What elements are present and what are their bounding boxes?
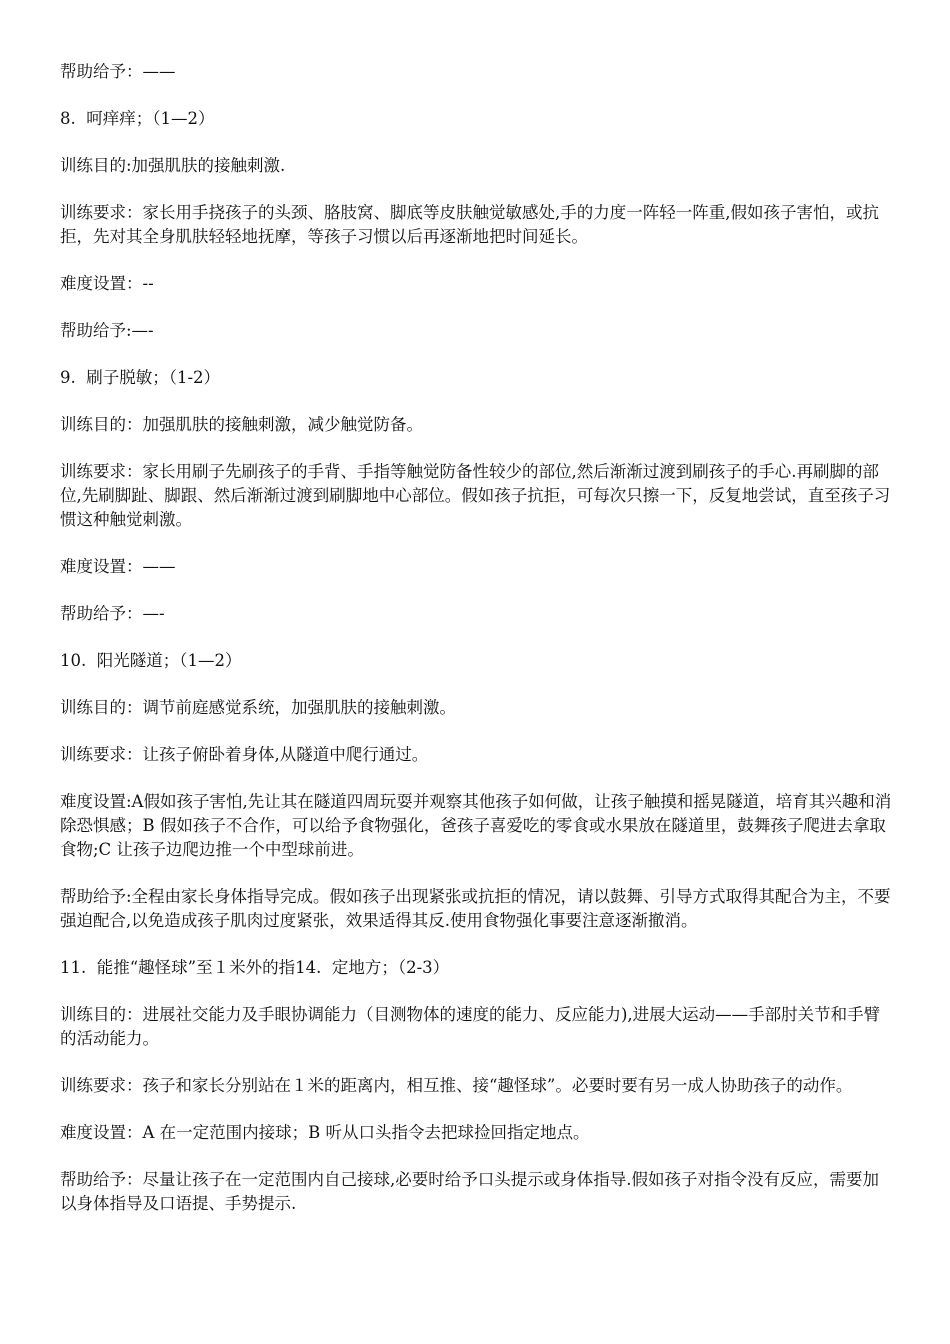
paragraph: 训练要求：让孩子俯卧着身体,从隧道中爬行通过。 (60, 745, 429, 764)
section-heading: 9. 刷子脱敏；（1-2） (60, 368, 221, 387)
section-heading: 11. 能推“趣怪球”至１米外的指14. 定地方；（2-3） (60, 958, 450, 977)
paragraph: 训练要求：孩子和家长分别站在１米的距离内，相互推、接“趣怪球”。必要时要有另一成人协助孩子的动作。 (60, 1076, 853, 1095)
paragraph: 帮助给予：—— (60, 62, 176, 81)
paragraph: 难度设置：-- (60, 274, 154, 293)
paragraph: 训练目的：加强肌肤的接触刺激，减少触觉防备。 (60, 415, 423, 434)
paragraph: 难度设置：—— (60, 557, 176, 576)
paragraph: 训练目的：调节前庭感觉系统，加强肌肤的接触刺激。 (60, 698, 456, 717)
paragraph: 训练要求：家长用手挠孩子的头颈、胳肢窝、脚底等皮肤触觉敏感处,手的力度一阵轻一阵重,假如孩子害怕，或抗拒，先对其全身肌肤轻轻地抚摩，等孩子习惯以后再逐渐地把时间延长。 (60, 203, 879, 246)
paragraph: 帮助给予:全程由家长身体指导完成。假如孩子出现紧张或抗拒的情况，请以鼓舞、引导方式取得其配合为主，不要强迫配合,以免造成孩子肌肉过度紧张，效果适得其反.使用食物强化事要注意逐渐撤消。 (60, 887, 891, 930)
section-heading: 8. 呵痒痒；（1—2） (60, 109, 215, 128)
paragraph: 训练目的:加强肌肤的接触刺激. (60, 156, 286, 175)
paragraph: 训练要求：家长用刷子先刷孩子的手背、手指等触觉防备性较少的部位,然后渐渐过渡到刷孩子的手心.再刷脚的部位,先刷脚趾、脚跟、然后渐渐过渡到刷脚地中心部位。假如孩子抗拒，可每次只擦一下，反复地尝试，直至孩子习惯这种触觉刺激。 (60, 462, 891, 529)
paragraph: 帮助给予:—- (60, 321, 154, 340)
paragraph: 难度设置:A假如孩子害怕,先让其在隧道四周玩耍并观察其他孩子如何做，让孩子触摸和摇晃隧道，培育其兴趣和消除恐惧感；B 假如孩子不合作，可以给予食物强化，爸孩子喜爱吃的零食或水果放在隧道里，鼓舞孩子爬进去拿取食物;C 让孩子边爬边推一个中型球前进。 (60, 792, 892, 859)
paragraph: 帮助给予：—- (60, 604, 165, 623)
paragraph: 训练目的：进展社交能力及手眼协调能力（目测物体的速度的能力、反应能力),进展大运动——手部肘关节和手臂的活动能力。 (60, 1005, 881, 1048)
section-heading: 10. 阳光隧道；（1—2） (60, 651, 242, 670)
paragraph: 难度设置：A 在一定范围内接球；B 听从口头指令去把球捡回指定地点。 (60, 1123, 590, 1142)
paragraph: 帮助给予：尽量让孩子在一定范围内自己接球,必要时给予口头提示或身体指导.假如孩子对指令没有反应，需要加以身体指导及口语提、手势提示. (60, 1170, 879, 1213)
